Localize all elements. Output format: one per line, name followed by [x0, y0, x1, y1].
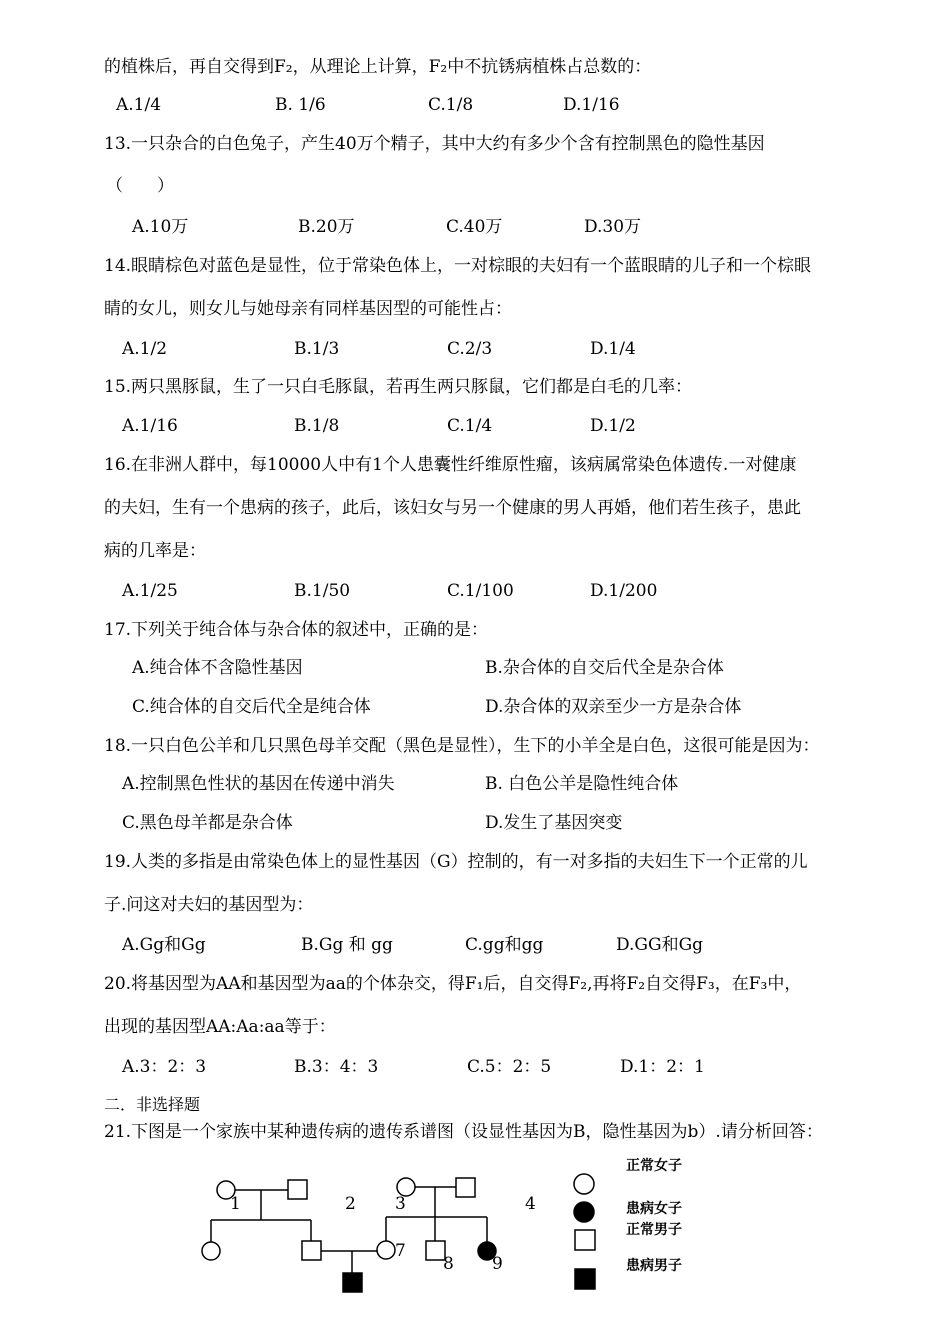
- question-13-text: 13.一只杂合的白色兔子，产生40万个精子，其中大约有多少个含有控制黑色的隐性基因: [104, 134, 765, 154]
- q13-option-c: C.40万: [446, 217, 503, 237]
- individual-2-normal-male: [288, 1180, 307, 1199]
- pedigree-number-8: 8: [443, 1254, 454, 1274]
- q14-option-a: A.1/2: [122, 339, 168, 359]
- q14-option-d: D.1/4: [590, 339, 636, 359]
- individual-6-normal-male: [302, 1241, 321, 1260]
- q16-option-a: A.1/25: [122, 581, 178, 601]
- question-14-text-1: 14.眼睛棕色对蓝色是显性，位于常染色体上，一对棕眼的夫妇有一个蓝眼睛的儿子和一个棕眼: [104, 256, 812, 276]
- q16-option-b: B.1/50: [294, 581, 351, 601]
- question-18-text: 18.一只白色公羊和几只黑色母羊交配（黑色是显性），生下的小羊全是白色，这很可能是因为：: [104, 736, 820, 756]
- q12-option-b: B. 1/6: [275, 95, 326, 115]
- section-heading: 二．非选择题: [104, 1095, 201, 1114]
- q17-option-d: D.杂合体的双亲至少一方是杂合体: [485, 697, 742, 717]
- q14-option-b: B.1/3: [294, 339, 340, 359]
- legend-affected-female-symbol: [574, 1202, 594, 1222]
- legend-normal-female-label: 正常女子: [626, 1158, 682, 1174]
- q19-option-c: C.gg和gg: [465, 935, 544, 955]
- q18-option-c: C.黑色母羊都是杂合体: [122, 813, 293, 833]
- pedigree-number-3: 3: [395, 1194, 406, 1214]
- question-13-blank: （ ）: [106, 176, 174, 196]
- q20-option-c: C.5：2：5: [467, 1057, 552, 1077]
- q20-option-b: B.3：4：3: [294, 1057, 379, 1077]
- question-19-text-2: 子.问这对夫妇的基因型为：: [104, 895, 314, 915]
- q19-option-d: D.GG和Gg: [616, 935, 704, 955]
- q12-option-d: D.1/16: [563, 95, 620, 115]
- q18-option-a: A.控制黑色性状的基因在传递中消失: [122, 774, 395, 794]
- q12-option-c: C.1/8: [428, 95, 474, 115]
- legend-normal-male-symbol: [575, 1230, 595, 1250]
- q17-option-b: B.杂合体的自交后代全是杂合体: [485, 658, 724, 678]
- question-21-text: 21.下图是一个家族中某种遗传病的遗传系谱图（设显性基因为B，隐性基因为b）.请分析回答：: [104, 1122, 823, 1142]
- pedigree-number-9: 9: [492, 1254, 503, 1274]
- q20-option-d: D.1：2：1: [620, 1057, 705, 1077]
- pedigree-number-1: 1: [230, 1194, 241, 1214]
- legend-affected-male-label: 患病男子: [626, 1258, 682, 1274]
- individual-5-normal-female: [202, 1242, 220, 1260]
- question-20-text-2: 出现的基因型AA:Aa:aa等于：: [104, 1017, 336, 1037]
- q19-option-a: A.Gg和Gg: [122, 935, 206, 955]
- pedigree-number-7: 7: [395, 1241, 406, 1261]
- q14-option-c: C.2/3: [447, 339, 493, 359]
- individual-10-affected-male: [343, 1273, 362, 1292]
- question-16-text-1: 16.在非洲人群中，每10000人中有1个人患囊性纤维原性瘤，该病属常染色体遗传.一对健康: [104, 455, 797, 475]
- individual-7-normal-female: [377, 1241, 395, 1259]
- individual-4-normal-male: [456, 1178, 475, 1197]
- q16-option-c: C.1/100: [447, 581, 514, 601]
- q19-option-b: B.Gg 和 gg: [301, 935, 393, 955]
- question-14-text-2: 睛的女儿，则女儿与她母亲有同样基因型的可能性占：: [104, 299, 512, 319]
- question-15-text: 15.两只黑豚鼠，生了一只白毛豚鼠，若再生两只豚鼠，它们都是白毛的几率：: [104, 377, 693, 397]
- q17-option-a: A.纯合体不含隐性基因: [132, 658, 303, 678]
- question-16-text-2: 的夫妇，生有一个患病的孩子，此后，该妇女与另一个健康的男人再婚，他们若生孩子，患此: [104, 498, 801, 518]
- q13-option-a: A.10万: [132, 217, 189, 237]
- legend-affected-female-label: 患病女子: [626, 1201, 682, 1217]
- q18-option-b: B. 白色公羊是隐性纯合体: [485, 774, 679, 794]
- q13-option-d: D.30万: [584, 217, 642, 237]
- q15-option-a: A.1/16: [122, 416, 178, 436]
- pedigree-number-4: 4: [525, 1194, 536, 1214]
- pedigree-chart: [0, 1145, 950, 1342]
- q12-option-a: A.1/4: [116, 95, 162, 115]
- question-17-text: 17.下列关于纯合体与杂合体的叙述中，正确的是：: [104, 620, 489, 640]
- legend-normal-female-symbol: [574, 1174, 594, 1194]
- question-12-continuation: 的植株后，再自交得到F₂，从理论上计算，F₂中不抗锈病植株占总数的：: [104, 57, 652, 77]
- legend-affected-male-symbol: [575, 1269, 595, 1289]
- question-19-text-1: 19.人类的多指是由常染色体上的显性基因（G）控制的，有一对多指的夫妇生下一个正常的儿: [104, 852, 808, 872]
- q16-option-d: D.1/200: [590, 581, 658, 601]
- q15-option-b: B.1/8: [294, 416, 340, 436]
- question-16-text-3: 病的几率是：: [104, 541, 206, 561]
- q15-option-d: D.1/2: [590, 416, 636, 436]
- q13-option-b: B.20万: [298, 217, 355, 237]
- q20-option-a: A.3：2：3: [122, 1057, 207, 1077]
- pedigree-number-2: 2: [345, 1194, 356, 1214]
- question-20-text-1: 20.将基因型为AA和基因型为aa的个体杂交，得F₁后，自交得F₂,再将F₂自交得F₃，在F₃中，: [104, 974, 802, 994]
- legend-normal-male-label: 正常男子: [626, 1222, 682, 1238]
- q17-option-c: C.纯合体的自交后代全是纯合体: [132, 697, 371, 717]
- q18-option-d: D.发生了基因突变: [485, 813, 623, 833]
- q15-option-c: C.1/4: [447, 416, 493, 436]
